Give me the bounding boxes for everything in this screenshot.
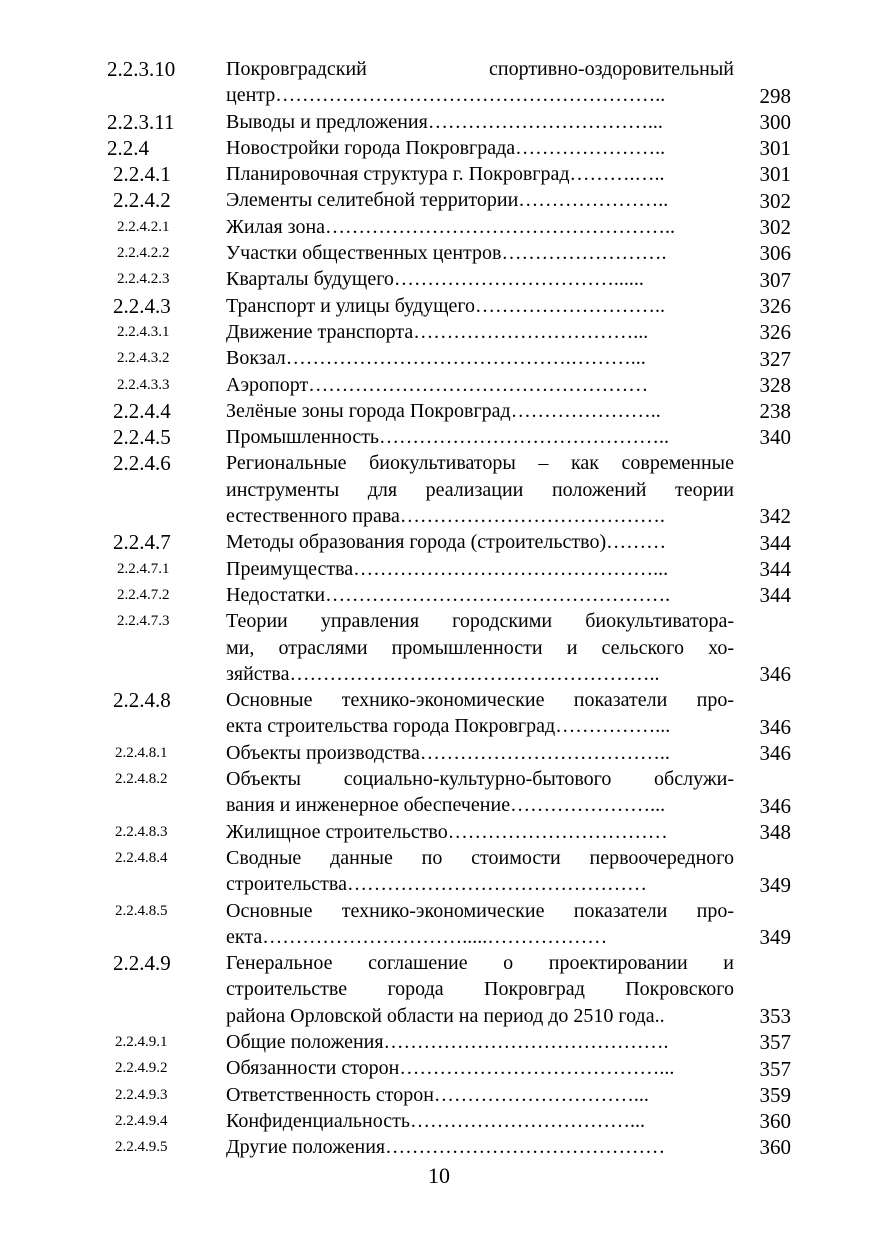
toc-entry	[0, 109, 878, 135]
toc-entry-number: 2.2.4.8.1	[115, 744, 168, 761]
toc-entry-title-line: Планировочная структура г. Покровград……….…..	[226, 163, 665, 186]
toc-entry-title	[226, 608, 734, 687]
toc-entry-number: 2.2.4.8.2	[115, 771, 168, 788]
toc-entry-title	[226, 582, 734, 608]
toc-entry-title	[226, 950, 734, 1029]
toc-entry-title-line: Промышленность……………………………………..	[226, 426, 670, 449]
toc-entry-number: 2.2.4.2	[113, 188, 171, 213]
toc-entry-title	[226, 450, 734, 529]
toc-entry-title-line: Конфиденциальность……………………………...	[226, 1109, 645, 1132]
toc-entry-title-line: Вокзал…………………………………….………...	[226, 347, 646, 370]
toc-entry-number: 2.2.3.11	[107, 109, 175, 134]
toc-entry-page: 238	[759, 399, 791, 424]
toc-entry-page: 301	[759, 162, 791, 187]
toc-entry-title-line: Жилая зона……………………………………………..	[226, 215, 676, 238]
toc-entry	[0, 240, 878, 266]
toc-entry	[0, 898, 878, 951]
toc-entry-title	[226, 398, 734, 424]
toc-entry-title-line: Покровградский спортивно-оздоровительный	[226, 58, 734, 80]
toc-entry-title	[226, 187, 734, 213]
toc-entry-title-line: Преимущества………………………………………...	[226, 557, 669, 580]
toc-entry-title-line: Обязанности сторон…………………………………...	[226, 1057, 675, 1080]
toc-entry-number: 2.2.4.9.3	[115, 1086, 168, 1103]
toc-entry-number: 2.2.4.3.2	[117, 350, 170, 367]
toc-entry-title-line: Объекты социально-культурно-бытового обслужи-	[226, 768, 734, 791]
toc-entry	[0, 372, 878, 398]
toc-entry-title-line: естественного права………………………………….	[226, 505, 665, 528]
toc-entry	[0, 293, 878, 319]
table-of-contents	[0, 56, 878, 1160]
toc-entry-number: 2.2.4.9	[113, 951, 171, 976]
toc-entry-number: 2.2.4.2.2	[117, 245, 170, 262]
toc-entry-page: 326	[759, 293, 791, 318]
toc-entry-page: 346	[759, 793, 791, 818]
toc-entry-page: 357	[759, 1030, 791, 1055]
toc-entry-title-line: екта………………………….....………………	[226, 925, 608, 948]
toc-entry-title	[226, 845, 734, 898]
toc-entry-page: 349	[759, 872, 791, 897]
toc-entry-title-line: Жилищное строительство……………………………	[226, 820, 668, 843]
toc-entry-page: 346	[759, 714, 791, 739]
toc-entry-title	[226, 740, 734, 766]
toc-entry-title	[226, 529, 734, 555]
toc-entry-title-line: вания и инженерное обеспечение…………………...	[226, 794, 666, 817]
toc-entry-title	[226, 240, 734, 266]
toc-entry-page: 346	[759, 662, 791, 687]
toc-entry-title-line: Объекты производства………………………………..	[226, 741, 670, 764]
toc-entry-title-line: центр…………………………………………………..	[226, 84, 666, 107]
toc-entry	[0, 608, 878, 687]
toc-entry-title	[226, 1108, 734, 1134]
toc-entry-title	[226, 556, 734, 582]
toc-entry	[0, 582, 878, 608]
toc-entry-title	[226, 1134, 734, 1160]
toc-entry-title-line: Методы образования города (строительство)………	[226, 531, 667, 554]
toc-entry-title	[226, 345, 734, 371]
toc-entry-title-line: Элементы селитебной территории…………………..	[226, 189, 669, 212]
toc-entry-title-line: Транспорт и улицы будущего………………………..	[226, 294, 666, 317]
toc-entry-title	[226, 1082, 734, 1108]
toc-entry-number: 2.2.4.6	[113, 451, 171, 476]
toc-entry-page: 340	[759, 425, 791, 450]
toc-entry	[0, 845, 878, 898]
toc-entry	[0, 319, 878, 345]
toc-entry-title-line: строительства………………………………………	[226, 873, 647, 896]
toc-entry-page: 344	[759, 530, 791, 555]
toc-entry-page: 301	[759, 136, 791, 161]
toc-entry-page: 346	[759, 741, 791, 766]
toc-entry-page: 306	[759, 241, 791, 266]
toc-entry-number: 2.2.4.8.4	[115, 849, 168, 866]
toc-entry-title	[226, 293, 734, 319]
toc-entry-title	[226, 687, 734, 740]
toc-entry	[0, 424, 878, 450]
toc-entry-number: 2.2.4	[107, 135, 149, 160]
toc-entry	[0, 56, 878, 109]
toc-entry	[0, 161, 878, 187]
toc-entry-number: 2.2.4.8.3	[115, 823, 168, 840]
toc-entry-title-line: Аэропорт……………………………………………	[226, 373, 649, 396]
toc-entry-page: 359	[759, 1082, 791, 1107]
toc-entry	[0, 1082, 878, 1108]
toc-entry-title	[226, 766, 734, 819]
toc-entry-page: 307	[759, 267, 791, 292]
toc-entry-page: 360	[759, 1109, 791, 1134]
toc-entry-title	[226, 898, 734, 951]
toc-entry-page: 344	[759, 556, 791, 581]
toc-entry	[0, 187, 878, 213]
toc-entry	[0, 819, 878, 845]
toc-entry	[0, 398, 878, 424]
toc-entry-title	[226, 819, 734, 845]
toc-entry-number: 2.2.4.4	[113, 398, 171, 423]
toc-entry-page: 342	[759, 504, 791, 529]
toc-entry-title	[226, 1029, 734, 1055]
toc-entry-title	[226, 1055, 734, 1081]
toc-entry-page: 327	[759, 346, 791, 371]
toc-entry-title-line: Выводы и предложения……………………………...	[226, 110, 663, 133]
toc-entry-title-line: Зелёные зоны города Покровград…………………..	[226, 399, 661, 422]
toc-entry-page: 298	[759, 83, 791, 108]
toc-entry-title-line: Новостройки города Покровграда…………………..	[226, 136, 666, 159]
toc-entry-page: 348	[759, 819, 791, 844]
toc-entry-number: 2.2.4.8	[113, 688, 171, 713]
toc-entry-title-line: Теории управления городскими биокультиватора-	[226, 610, 734, 633]
toc-entry-page: 353	[759, 1003, 791, 1028]
page-number: 10	[428, 1163, 450, 1188]
toc-entry	[0, 1108, 878, 1134]
toc-entry-page: 360	[759, 1135, 791, 1160]
toc-entry-title	[226, 135, 734, 161]
toc-entry-number: 2.2.4.3.1	[117, 323, 170, 340]
toc-entry-title-line: Сводные данные по стоимости первоочередного	[226, 846, 734, 869]
toc-entry-title-line: Участки общественных центров…………………….	[226, 242, 667, 265]
toc-entry	[0, 345, 878, 371]
toc-entry-title	[226, 266, 734, 292]
toc-entry	[0, 687, 878, 740]
toc-entry-title-line: строительстве города Покровград Покровского	[226, 978, 734, 1001]
toc-entry-number: 2.2.4.7.3	[117, 613, 170, 630]
toc-entry-page: 300	[759, 109, 791, 134]
toc-entry	[0, 266, 878, 292]
toc-entry-page: 357	[759, 1056, 791, 1081]
toc-entry-title-line: Ответственность сторон…………………………...	[226, 1083, 649, 1106]
toc-entry-title-line: екта строительства города Покровград……………...	[226, 715, 671, 738]
toc-entry-number: 2.2.4.8.5	[115, 902, 168, 919]
toc-entry-number: 2.2.4.2.3	[117, 271, 170, 288]
toc-entry-number: 2.2.4.7	[113, 530, 171, 555]
toc-entry-number: 2.2.4.2.1	[117, 218, 170, 235]
toc-entry-title-line: Региональные биокультиваторы – как современные	[226, 452, 734, 475]
toc-entry-page: 302	[759, 215, 791, 240]
toc-entry-number: 2.2.4.9.1	[115, 1033, 168, 1050]
toc-entry	[0, 766, 878, 819]
toc-entry-number: 2.2.4.1	[113, 162, 171, 187]
toc-entry-title	[226, 424, 734, 450]
toc-entry-title-line: Общие положения…………………………………….	[226, 1030, 669, 1053]
toc-entry-page: 344	[759, 583, 791, 608]
toc-entry	[0, 950, 878, 1029]
toc-entry	[0, 1134, 878, 1160]
toc-entry	[0, 1029, 878, 1055]
toc-entry-title-line: инструменты для реализации положений теории	[226, 478, 734, 501]
toc-entry-title	[226, 319, 734, 345]
toc-entry-title-line: ми, отраслями промышленности и сельского хо-	[226, 636, 734, 659]
toc-entry-title-line: Основные технико-экономические показатели про-	[226, 689, 734, 712]
toc-entry-page: 302	[759, 188, 791, 213]
toc-entry-title-line: Другие положения……………………………………	[226, 1136, 666, 1159]
toc-entry-title	[226, 372, 734, 398]
toc-entry-number: 2.2.4.3.3	[117, 376, 170, 393]
toc-entry-number: 2.2.4.7.1	[117, 560, 170, 577]
toc-entry-title	[226, 56, 734, 109]
toc-entry-title	[226, 161, 734, 187]
toc-entry-title-line: Основные технико-экономические показатели про-	[226, 899, 734, 922]
toc-entry-title-line: Недостатки…………………………………………….	[226, 583, 671, 606]
toc-entry-page: 349	[759, 925, 791, 950]
toc-entry	[0, 214, 878, 240]
toc-entry-number: 2.2.4.7.2	[117, 586, 170, 603]
toc-entry-number: 2.2.4.3	[113, 293, 171, 318]
toc-entry-title	[226, 109, 734, 135]
toc-entry-title-line: района Орловской области на период до 2510 года..	[226, 1004, 665, 1027]
toc-entry-number: 2.2.4.9.2	[115, 1060, 168, 1077]
toc-entry	[0, 1055, 878, 1081]
toc-entry-number: 2.2.4.5	[113, 425, 171, 450]
toc-entry-title-line: Генеральное соглашение о проектировании и	[226, 952, 734, 975]
toc-entry-page: 328	[759, 372, 791, 397]
toc-entry-title	[226, 214, 734, 240]
toc-entry	[0, 135, 878, 161]
toc-entry	[0, 529, 878, 555]
toc-entry-page: 326	[759, 320, 791, 345]
toc-entry	[0, 740, 878, 766]
toc-entry-number: 2.2.3.10	[107, 57, 176, 81]
toc-entry	[0, 556, 878, 582]
toc-entry-number: 2.2.4.9.5	[115, 1139, 168, 1156]
toc-entry	[0, 450, 878, 529]
toc-entry-title-line: Кварталы будущего……………………………......	[226, 268, 644, 291]
toc-entry-number: 2.2.4.9.4	[115, 1112, 168, 1129]
toc-entry-title-line: Движение транспорта……………………………...	[226, 320, 649, 343]
toc-entry-title-line: зяйства………………………………………………..	[226, 662, 660, 685]
